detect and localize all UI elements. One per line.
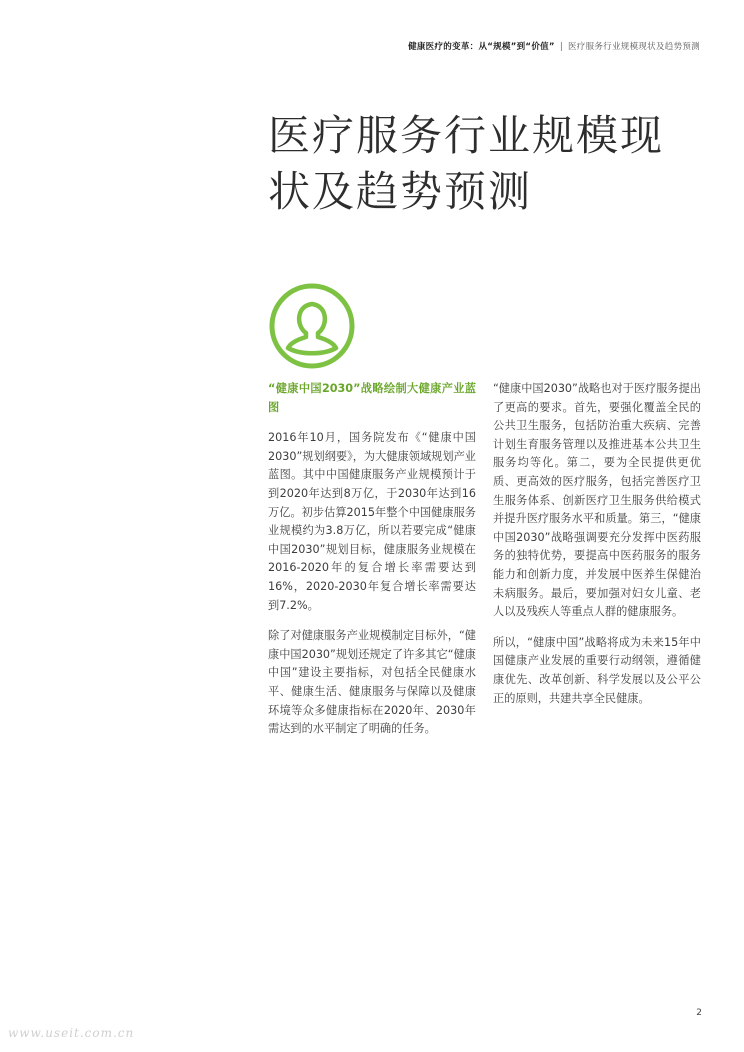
person-icon [268, 282, 356, 370]
watermark: www.useit.com.cn [8, 1026, 135, 1040]
report-title: 健康医疗的变革：从“规模”到“价值” [408, 42, 555, 52]
right-column [493, 380, 701, 720]
section-title: 医疗服务行业规模现状及趋势预测 [567, 42, 700, 52]
right-paragraph-1: “健康中国2030”战略也对于医疗服务提出了更高的要求。首先，要强化覆盖全民的公共卫生服务，包括防治重大疾病、完善计划生育服务管理以及推进基本公共卫生服务均等化。第二，要为全民提供更优质、更高效的医疗服务，包括完善医疗卫生服务体系、创新医疗卫生服务供给模式并提升医疗服务水平和质量。第三，“健康中国2030”战略强调要充分发挥中医药服务的独特优势，要提高中医药服务的服务能力和创新力度，并发展中医养生保健治未病服务。最后，要加强对妇女儿童、老人以及残疾人等重点人群的健康服务。 [493, 382, 701, 619]
section-subheading: “健康中国2030”战略绘制大健康产业蓝图 [268, 382, 476, 414]
page-title-line2: 状及趋势预测 [268, 167, 533, 216]
header-separator: | [559, 42, 563, 52]
page-number: 2 [696, 1008, 702, 1018]
left-paragraph-1: 2016年10月，国务院发布《“健康中国2030”规划纲要》，为大健康领域规划产业蓝图。其中中国健康服务产业规模预计于到2020年达到8万亿，于2030年达到16万亿。初步估算2015年整个中国健康服务业规模约为3.8万亿，所以若要完成“健康中国2030”规划目标，健康服务业规模在2016-2020年的复合增长率需要达到16%，2020-2030年复合增长率需要达到7.2%。 [268, 431, 476, 612]
page-title [268, 108, 708, 220]
page-title-line1: 医疗服务行业规模现 [268, 111, 665, 160]
left-paragraph-2: 除了对健康服务产业规模制定目标外，“健康中国2030”规划还规定了许多其它“健康中国”建设主要指标，对包括全民健康水平、健康生活、健康服务与保障以及健康环境等众多健康指标在2020年、2030年需达到的水平制定了明确的任务。 [268, 629, 476, 736]
left-column [268, 380, 476, 751]
running-header [408, 40, 700, 52]
right-paragraph-2: 所以，“健康中国”战略将成为未来15年中国健康产业发展的重要行动纲领，遵循健康优先、改革创新、科学发展以及公平公正的原则，共建共享全民健康。 [493, 635, 701, 705]
